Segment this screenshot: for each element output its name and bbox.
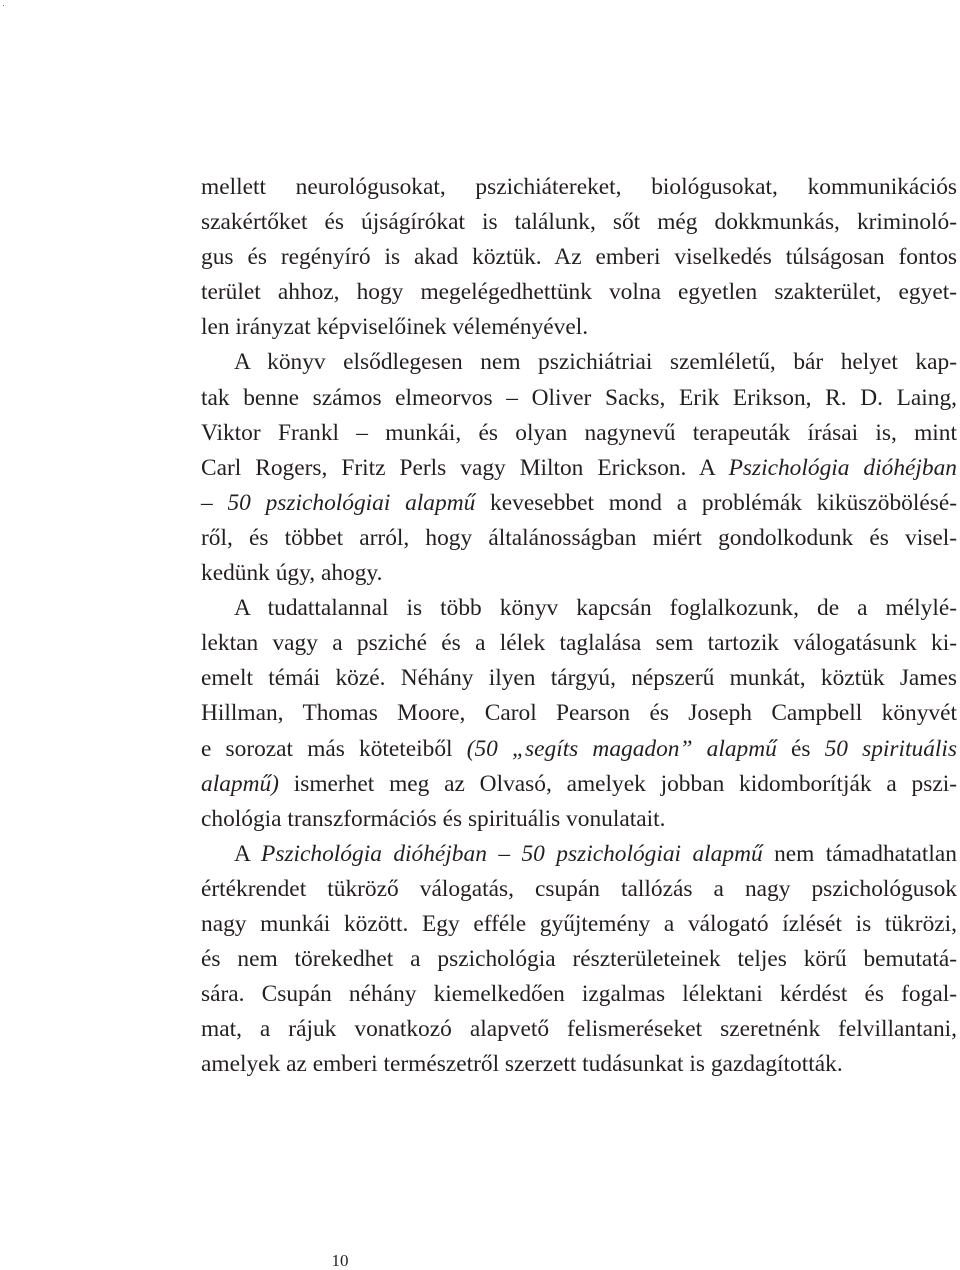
text-run: Viktor Frankl – munkái, és olyan nagynevű terapeuták írásai is, mint xyxy=(201,419,957,446)
text-line xyxy=(201,661,957,696)
text-line xyxy=(201,275,957,310)
text-line xyxy=(201,837,957,872)
text-run: A xyxy=(234,840,262,867)
text-line xyxy=(201,732,957,767)
text-run: szakértőket és újságírókat is találunk, sőt még dokkmunkás, kriminoló- xyxy=(201,209,957,236)
text-line xyxy=(201,942,957,977)
text-line xyxy=(201,977,957,1012)
text-line xyxy=(201,205,957,240)
italic-text: Pszichológia dióhéjban – 50 pszichológiai alapmű xyxy=(261,840,763,867)
text-line xyxy=(201,486,957,521)
italic-text: alapmű) xyxy=(201,770,279,797)
text-run: terület ahhoz, hogy megelégedhettünk volna egyetlen szakterület, egyet- xyxy=(201,279,957,306)
italic-text: 50 spirituális xyxy=(824,735,957,762)
text-run: értékrendet tükröző válogatás, csupán tallózás a nagy pszichológusok xyxy=(201,875,957,902)
text-run: Carl Rogers, Fritz Perls vagy Milton Erickson. A xyxy=(201,454,729,481)
text-line xyxy=(201,170,957,205)
italic-text: – 50 pszichológiai alapmű xyxy=(201,489,476,516)
text-run: kedünk úgy, ahogy. xyxy=(201,560,383,587)
text-run: sára. Csupán néhány kiemelkedően izgalmas lélektani kérdést és fogal- xyxy=(201,981,957,1008)
text-run: és nem törekedhet a pszichológia részterületeinek teljes körű bemutatá- xyxy=(201,946,957,973)
text-run: ismerhet meg az Olvasó, amelyek jobban kidomborítják a pszi- xyxy=(278,770,957,797)
body-text xyxy=(201,170,957,1082)
text-run: ről, és többet arról, hogy általánosságban miért gondolkodunk és visel- xyxy=(201,524,957,551)
text-run: A tudattalannal is több könyv kapcsán foglalkozunk, de a mélylé- xyxy=(234,595,957,622)
text-run: e sorozat más köteteiből xyxy=(201,735,467,762)
italic-text: Pszichológia dióhéjban xyxy=(728,454,957,481)
text-line xyxy=(201,696,957,731)
text-line xyxy=(201,767,957,802)
page-number: 10 xyxy=(331,1251,349,1270)
text-line xyxy=(201,802,957,837)
text-line xyxy=(201,1012,957,1047)
text-run: kevesebbet mond a problémák kiküszöbölésé- xyxy=(475,489,957,516)
text-run: és xyxy=(776,735,825,762)
text-line xyxy=(201,310,957,345)
text-line xyxy=(201,626,957,661)
text-line xyxy=(201,345,957,380)
text-line xyxy=(201,556,957,591)
text-line xyxy=(201,240,957,275)
text-run: gus és regényíró is akad köztük. Az emberi viselkedés túlságosan fontos xyxy=(201,244,957,271)
text-line xyxy=(201,872,957,907)
text-line xyxy=(201,521,957,556)
text-line xyxy=(201,451,957,486)
text-run: mat, a rájuk vonatkozó alapvető felismeréseket szeretnénk felvillantani, xyxy=(201,1016,957,1043)
text-run: chológia transzformációs és spirituális vonulatait. xyxy=(201,805,666,832)
text-run: nem támadhatatlan xyxy=(762,840,957,867)
text-run: Hillman, Thomas Moore, Carol Pearson és Joseph Campbell könyvét xyxy=(201,700,957,727)
text-line xyxy=(201,907,957,942)
text-line xyxy=(201,381,957,416)
text-line xyxy=(201,591,957,626)
text-run: mellett neurológusokat, pszichiátereket, biológusokat, kommunikációs xyxy=(201,174,957,200)
text-run: lektan vagy a psziché és a lélek taglalása sem tartozik válogatásunk ki- xyxy=(201,630,957,657)
text-run: tak benne számos elmeorvos – Oliver Sacks, Erik Erikson, R. D. Laing, xyxy=(201,384,957,411)
text-run: amelyek az emberi természetről szerzett tudásunkat is gazdagították. xyxy=(201,1051,843,1078)
corner-mark: · xyxy=(2,0,5,10)
text-run: nagy munkái között. Egy efféle gyűjtemény a válogató ízlését is tükrözi, xyxy=(201,910,957,937)
text-line xyxy=(201,416,957,451)
italic-text: (50 „segíts magadon” alapmű xyxy=(466,735,777,762)
text-run: emelt témái közé. Néhány ilyen tárgyú, népszerű munkát, köztük James xyxy=(201,665,957,692)
text-line xyxy=(201,1047,957,1082)
text-run: len irányzat képviselőinek véleményével. xyxy=(201,314,589,341)
text-run: A könyv elsődlegesen nem pszichiátriai szemléletű, bár helyet kap- xyxy=(234,349,957,376)
